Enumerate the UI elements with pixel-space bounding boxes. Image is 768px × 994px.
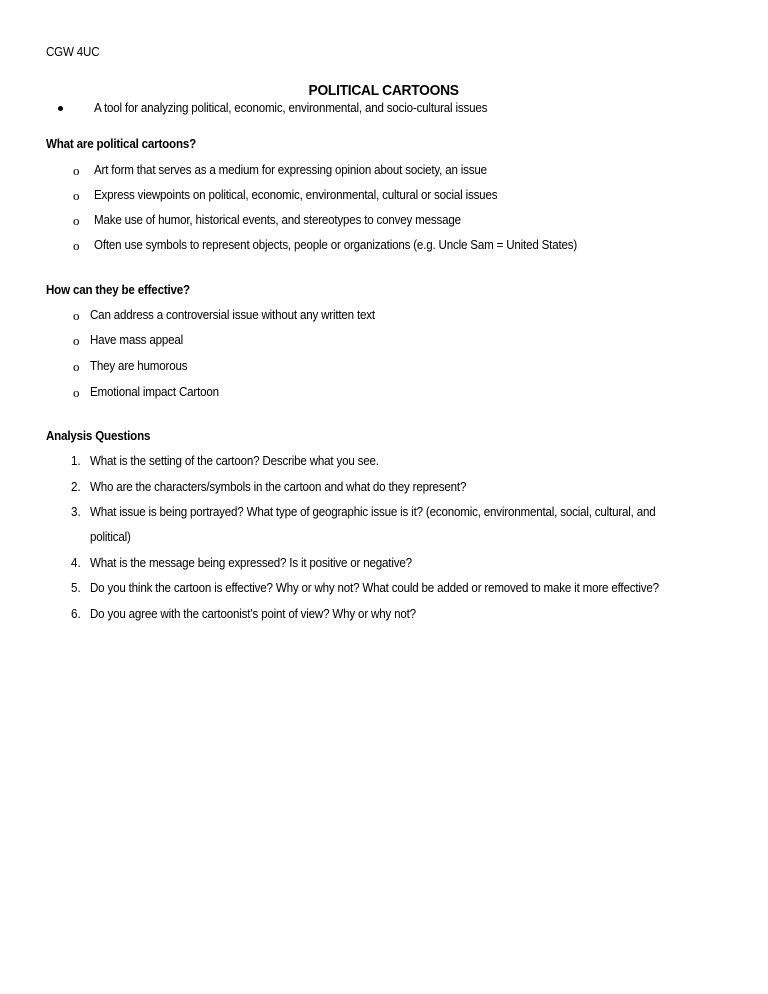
list-marker-icon: o xyxy=(73,308,80,323)
question-text: Do you think the cartoon is effective? Why or why not? What could be added or removed to make it more effective? xyxy=(90,581,659,595)
list-item: Art form that serves as a medium for expressing opinion about society, an issue xyxy=(94,163,487,177)
list-item: Express viewpoints on political, economic, environmental, cultural or social issues xyxy=(94,188,498,202)
intro-bullet-text: A tool for analyzing political, economic, environmental, and socio-cultural issues xyxy=(94,101,488,115)
question-number: 1. xyxy=(71,454,81,468)
question-text-continued: political) xyxy=(90,530,131,544)
list-marker-icon: o xyxy=(73,385,80,400)
course-code: CGW 4UC xyxy=(46,45,100,59)
page-title xyxy=(0,82,768,100)
question-text: Who are the characters/symbols in the cartoon and what do they represent? xyxy=(90,480,467,494)
question-text: Do you agree with the cartoonist’s point of view? Why or why not? xyxy=(90,607,416,621)
list-item: Emotional impact Cartoon xyxy=(90,385,219,399)
list-marker-icon: o xyxy=(73,359,80,374)
section-heading-how: How can they be effective? xyxy=(46,283,190,297)
list-item: Can address a controversial issue without any written text xyxy=(90,308,375,322)
section-heading-what: What are political cartoons? xyxy=(46,137,197,151)
list-item: Have mass appeal xyxy=(90,333,184,347)
question-number: 2. xyxy=(71,480,81,494)
question-number: 5. xyxy=(71,581,81,595)
question-text: What is the message being expressed? Is it positive or negative? xyxy=(90,556,412,570)
list-marker-icon: o xyxy=(73,188,80,203)
page-title-text: POLITICAL CARTOONS xyxy=(308,82,460,99)
question-text: What is the setting of the cartoon? Describe what you see. xyxy=(90,454,379,468)
list-item: Often use symbols to represent objects, people or organizations (e.g. Uncle Sam = United States) xyxy=(94,238,578,252)
question-number: 6. xyxy=(71,607,81,621)
bullet-icon xyxy=(58,106,63,111)
list-marker-icon: o xyxy=(73,333,80,348)
list-marker-icon: o xyxy=(73,163,80,178)
question-text: What issue is being portrayed? What type of geographic issue is it? (economic, environmental, social, cultural, and xyxy=(90,505,656,519)
question-number: 4. xyxy=(71,556,81,570)
list-marker-icon: o xyxy=(73,213,80,228)
list-item: They are humorous xyxy=(90,359,188,373)
question-number: 3. xyxy=(71,505,81,519)
section-heading-analysis: Analysis Questions xyxy=(46,429,151,443)
list-item: Make use of humor, historical events, and stereotypes to convey message xyxy=(94,213,461,227)
list-marker-icon: o xyxy=(73,238,80,253)
